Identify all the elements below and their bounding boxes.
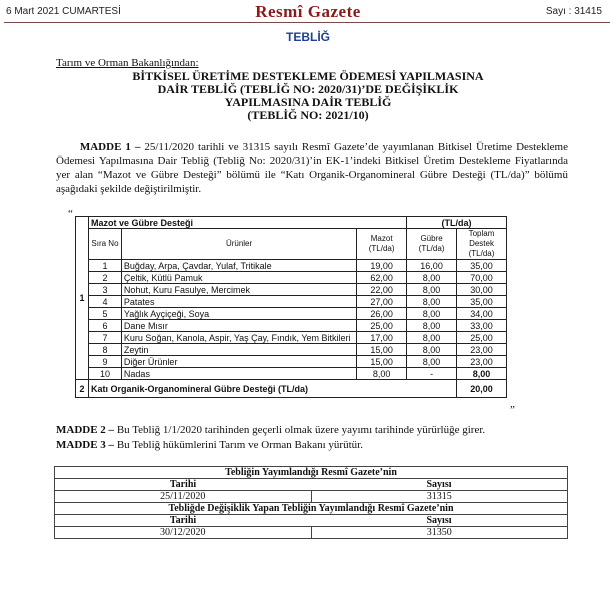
quote-close: ” [510,404,515,416]
article-2-label: MADDE 2 – [56,424,115,436]
row-mazot: 26,00 [357,308,407,320]
subsidy-table-title: Mazot ve Gübre Desteği [88,217,406,229]
row-product: Buğday, Arpa, Çavdar, Yulaf, Tritikale [121,260,356,272]
publication-table [54,466,568,539]
document-heading [0,70,616,122]
table-row [55,527,568,539]
article-3 [56,439,363,451]
row-product: Zeytin [121,344,356,356]
row-mazot: 27,00 [357,296,407,308]
row-mazot: 19,00 [357,260,407,272]
heading-line: YAPILMASINA DAİR TEBLİĞ [224,95,392,109]
heading-line: (TEBLİĞ NO: 2021/10) [247,108,369,122]
row-mazot: 17,00 [357,332,407,344]
row-toplam: 23,00 [457,344,507,356]
row-number: 8 [88,344,121,356]
row-gubre: 8,00 [407,356,457,368]
row-number: 9 [88,356,121,368]
heading-line: DAİR TEBLİĞ (TEBLİĞ NO: 2020/31)’DE DEĞİŞİKLİK [157,82,459,96]
row-gubre: 8,00 [407,296,457,308]
heading-line: BİTKİSEL ÜRETİME DESTEKLEME ÖDEMESİ YAPILMASINA [132,69,484,83]
table-row [55,491,568,503]
col-header-gubre: Gübre (TL/da) [407,229,457,260]
row-gubre: 8,00 [407,284,457,296]
table-row [76,296,507,308]
amendment-date: 30/12/2020 [55,527,312,539]
table-row [76,260,507,272]
article-1-text: 25/11/2020 tarihli ve 31315 sayılı Resmî Gazete’de yayımlanan Bitkisel Üretime Destekleme Ödemesi Yapılmasına Dair Tebliğ (Tebliğ No: 2020/31)’in EK-1’indeki Bitkisel Üretim Destekleme Fiyatlarında yer alan “Mazot ve Gübre Desteği” bölümü ile “Katı Organik-Organomineral Gübre Desteği (TL/da)” bölümü aşağıdaki şekilde değiştirilmiştir. [56,141,568,195]
gazette-header [0,0,616,22]
row-mazot: 8,00 [357,368,407,380]
quote-open: “ [68,208,73,220]
row-product: Diğer Ürünler [121,356,356,368]
article-1-label: MADDE 1 – [79,141,141,153]
row-gubre: 16,00 [407,260,457,272]
table-row [76,284,507,296]
row-product: Nohut, Kuru Fasulye, Mercimek [121,284,356,296]
gazette-title: Resmî Gazete [255,2,361,21]
article-2 [56,424,485,436]
row-gubre: 8,00 [407,272,457,284]
row-toplam: 33,00 [457,320,507,332]
publication-section-title: Tebliğin Yayımlandığı Resmî Gazete’nin [55,467,568,479]
row-product: Nadas [121,368,356,380]
col-header-urunler: Ürünler [121,229,356,260]
row-toplam: 30,00 [457,284,507,296]
row-gubre: 8,00 [407,320,457,332]
col-header-issue: Sayısı [311,515,567,527]
col-header-date: Tarihi [55,515,312,527]
row-product: Patates [121,296,356,308]
table-row [76,356,507,368]
row-mazot: 22,00 [357,284,407,296]
publication-issue: 31315 [311,491,567,503]
row-toplam: 8,00 [457,368,507,380]
col-header-toplam: Toplam Destek (TL/da) [457,229,507,260]
row-mazot: 62,00 [357,272,407,284]
section-label: TEBLİĞ [286,30,330,44]
header-issue: Sayı : 31415 [545,6,602,17]
publication-date: 25/11/2020 [55,491,312,503]
header-divider [4,22,610,23]
table-row [76,344,507,356]
row-number: 5 [88,308,121,320]
amendment-section-title: Tebliğde Değişiklik Yapan Tebliğin Yayımlandığı Resmî Gazete’nin [55,503,568,515]
row-gubre: 8,00 [407,308,457,320]
row-product: Yağlık Ayçiçeği, Soya [121,308,356,320]
row-number: 4 [88,296,121,308]
row-product: Dane Mısır [121,320,356,332]
col-header-mazot: Mazot (TL/da) [357,229,407,260]
table-row [76,380,507,398]
row-product: Çeltik, Kütlü Pamuk [121,272,356,284]
row-gubre: 8,00 [407,332,457,344]
row-number: 2 [76,380,89,398]
row-toplam: 25,00 [457,332,507,344]
table-row [76,272,507,284]
row-toplam: 20,00 [457,380,507,398]
row-toplam: 35,00 [457,260,507,272]
row-toplam: 23,00 [457,356,507,368]
row-toplam: 35,00 [457,296,507,308]
row-number: 1 [88,260,121,272]
article-2-text: Bu Tebliğ 1/1/2020 tarihinden geçerli olmak üzere yayımı tarihinde yürürlüğe girer. [114,424,486,436]
row-gubre: 8,00 [407,344,457,356]
row-toplam: 70,00 [457,272,507,284]
col-header-sira: Sıra No [88,229,121,260]
table-row [76,332,507,344]
row-toplam: 34,00 [457,308,507,320]
col-header-issue: Sayısı [311,479,567,491]
amendment-issue: 31350 [311,527,567,539]
row-mazot: 15,00 [357,356,407,368]
article-3-text: Bu Tebliğ hükümlerini Tarım ve Orman Bakanı yürütür. [114,439,363,451]
row-number: 7 [88,332,121,344]
col-header-date: Tarihi [55,479,312,491]
subsidy-table [75,216,507,398]
table-row [76,368,507,380]
article-3-label: MADDE 3 – [56,439,115,451]
row-number: 3 [88,284,121,296]
row-label: Katı Organik-Organomineral Gübre Desteği (TL/da) [88,380,456,398]
ministry-name: Tarım ve Orman Bakanlığından: [56,57,199,69]
row-number: 2 [88,272,121,284]
table-row [76,308,507,320]
row-number: 10 [88,368,121,380]
group-number: 1 [76,217,89,380]
subsidy-table-unit: (TL/da) [407,217,507,229]
row-number: 6 [88,320,121,332]
table-row [76,320,507,332]
row-gubre: - [407,368,457,380]
row-mazot: 25,00 [357,320,407,332]
article-1 [56,140,568,196]
row-mazot: 15,00 [357,344,407,356]
header-date: 6 Mart 2021 CUMARTESİ [6,6,121,17]
row-product: Kuru Soğan, Kanola, Aspir, Yaş Çay, Fındık, Yem Bitkileri [121,332,356,344]
